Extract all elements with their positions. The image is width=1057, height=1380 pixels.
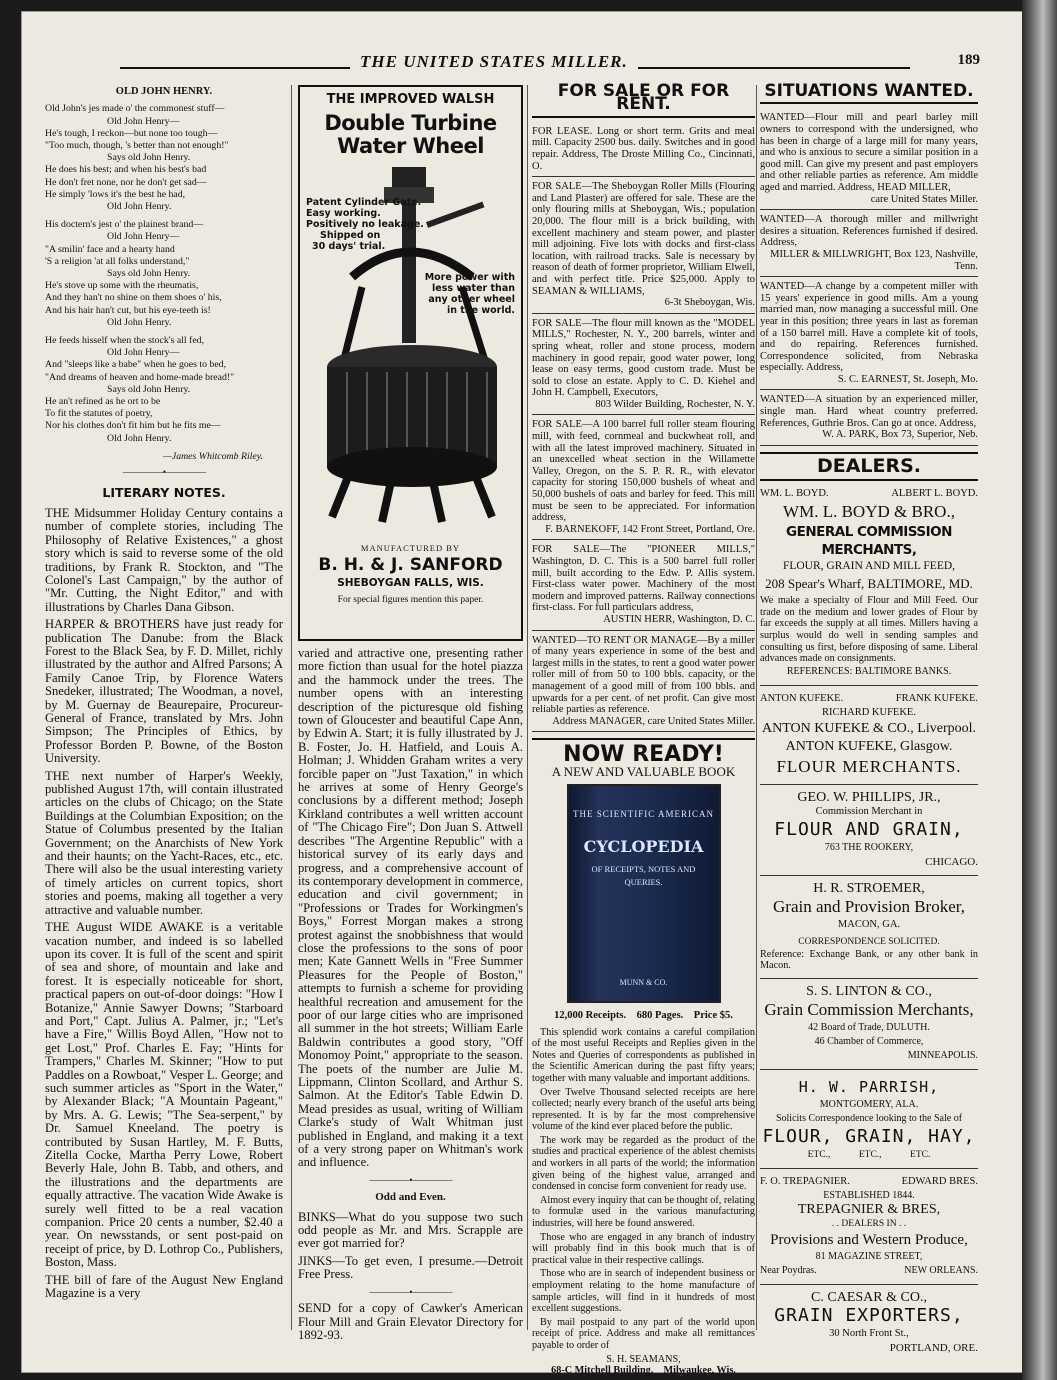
note-line: More power with (424, 272, 515, 283)
dealer-name: GEO. W. PHILLIPS, JR., (797, 789, 941, 805)
ad-footer (300, 542, 521, 608)
divider (760, 1069, 978, 1070)
dealer-address: 763 THE ROOKERY, (824, 841, 914, 853)
dealer-line: . . DEALERS IN . . (831, 1219, 907, 1229)
poem-line: Old John Henry— (107, 231, 180, 243)
book-cover-illustration (567, 784, 721, 1003)
trepagnier-location (760, 1264, 978, 1278)
dealer-address: 46 Chamber of Commerce, (814, 1036, 924, 1047)
ad-text: WANTED—A situation by an experienced miller, single man. Hard wheat country preferred. References, Guthrie Bros. Can go at once. Address, (760, 394, 978, 429)
dealer-line: Grain Commission Merchants, (764, 1000, 974, 1019)
partner-name: F. O. TREPAGNIER. (760, 1176, 850, 1187)
divider (760, 784, 978, 785)
ad-text: FOR SALE—A 100 barrel full roller steam flouring mill, with feed, cornmeal and buckwheat roll, and with all the latest improved machinery. Situated in an unexcelled wheat section in the Willamette Valley, Oregon, on the S. P. R. R., with elevator capacity for storing 150,000 bushels of wheat and 50,000 bushels of oats and barley for feed. This mill must be seen to be appreciated. For information address, (532, 419, 755, 524)
trepagnier-partners (760, 1175, 978, 1189)
poem-line: And "sleeps like a babe" when he goes to bed, (45, 359, 227, 371)
poem-stanza-3 (45, 335, 283, 445)
literary-paragraph: THE Midsummer Holiday Century contains a number of complete stories, including The Philosophy of Relative Existences," a ghost story which is said to reverse some of the old traditions, by Frank R. Stockton, and "The Colonel's Last Campaign," by the author of "Mr. Cutting, the Night Editor," and with illustrations by Charles Dana Gibson. (45, 505, 283, 614)
publication-title: THE UNITED STATES MILLER. (350, 52, 638, 72)
dealer-city: MACON, GA. (837, 918, 901, 930)
poem-line: He simply 'lows it's the best he had, (45, 188, 186, 200)
poem-line: He feeds hisself when the stock's all fed, (45, 335, 205, 347)
ornament-divider: —————•————— (369, 1286, 452, 1297)
dealer-reference: Reference: Exchange Bank, or any other bank in Macon. (760, 948, 978, 972)
partner-name: RICHARD KUFEKE. (822, 706, 916, 718)
classified-ad (532, 122, 755, 177)
ad-text: FOR SALE—The flour mill known as the "MODEL MILLS," Rochester, N. Y., 200 barrels, winter and spring wheat, roller and stone process, modern machinery in good repair, good water power, long lease on easy terms, good custom trade. Must be sold to close an estate. Apply to C. D. Kiehel and John H. Campbell, Executors, (532, 317, 755, 399)
ad-text: FOR SALE—The "PIONEER MILLS," Washington, D. C. This is a 500 barrel full roller mill, built according to the Edw. P. Allis system. First-class water power. Machinery of the most modern and improved patterns. Railway connections first-class. For full particulars address, (532, 544, 755, 614)
dealer-line: ANTON KUFEKE, Glasgow. (785, 738, 953, 754)
dealer-address: 42 Board of Trade, DULUTH. (808, 1022, 930, 1033)
ad-signature: 6-3t Sheboygan, Wis. (664, 297, 755, 309)
feature-line: Easy working. (306, 208, 381, 219)
walsh-water-wheel-ad (298, 85, 523, 641)
dealer-name: H. W. PARRISH, (798, 1078, 940, 1096)
partner-name: ALBERT L. BOYD. (891, 488, 978, 500)
cover-line: THE SCIENTIFIC AMERICAN (572, 809, 714, 820)
situation-ad (760, 210, 978, 277)
literary-paragraph: THE next number of Harper's Weekly, published August 17th, will contain illustrated articles on the clubs of Chicago; on the State Buildings at the Columbian Exposition; on the Statue of Columbus presented by the Italian Government; on the Anarchists of New York and their haunts; on the Yacht-Races, etc., etc. There will also be the usual interesting variety of timely articles on current topics, short stories and poems, making all together a very attractive and valuable number. (45, 768, 283, 917)
ad-features (306, 197, 424, 252)
joke-paragraph: JINKS—To get even, I presume.—Detroit Free Press. (298, 1253, 523, 1282)
desc-paragraph: This splendid work contains a careful compilation of the most useful Receipts and Replies given in the Notes and Queries of correspondents as published in the Scientific American during the past fifty years; together with many valuable and important additions. (532, 1026, 755, 1084)
poem-line: Says old John Henry. (107, 268, 191, 280)
ornament-divider: —————•————— (122, 467, 206, 478)
dealer-city: MINNEAPOLIS. (907, 1050, 978, 1061)
maker-place: SHEBOYGAN FALLS, WIS. (337, 576, 484, 589)
feature-line: Positively no leakage. (306, 219, 424, 230)
dealer-line: Provisions and Western Produce, (770, 1232, 968, 1248)
ad-signature: care United States Miller. (870, 193, 978, 205)
poem-stanza-1 (45, 103, 283, 213)
dealers-heading: DEALERS. (816, 454, 922, 477)
cover-title: CYCLOPEDIA (583, 836, 704, 856)
literary-paragraph: THE bill of fare of the August New England Magazine is a very (45, 1272, 283, 1301)
feature-line: 30 days' trial. (312, 241, 386, 252)
cover-publisher: MUNN & CO. (619, 977, 668, 987)
ad-foot-note: For special figures mention this paper. (337, 595, 484, 606)
book-ad-headline: NOW READY! (563, 742, 724, 768)
partner-name: EDWARD BRES. (901, 1176, 978, 1187)
desc-paragraph: Those who are in search of independent business or employment relating to the home manufacture of sample articles, will find in it hundreds of most excellent suggestions. (532, 1268, 755, 1315)
ad-line-2: Double Turbine Water Wheel (324, 111, 497, 159)
dealer-city: PORTLAND, ORE. (889, 1342, 978, 1354)
book-ad-address: 68-C Mitchell Building. Milwaukee, Wis. (551, 1365, 736, 1377)
dealer-city: CHICAGO. (925, 855, 978, 868)
column-rule-2 (527, 85, 528, 1330)
partner-name: WM. L. BOYD. (760, 488, 829, 500)
poem-line: 'S a religion 'at all folks understand," (45, 255, 190, 267)
dealer-line: ANTON KUFEKE & CO., Liverpool. (761, 720, 976, 736)
dealer-kufeke (760, 692, 978, 778)
column-3 (532, 81, 755, 1377)
note-line: any other wheel (428, 294, 515, 305)
divider (760, 479, 978, 481)
poem-line: Says old John Henry. (107, 383, 191, 395)
page-number: 189 (957, 52, 980, 68)
kufeke-partners (760, 692, 978, 706)
classified-ad (532, 314, 755, 416)
page-header (120, 50, 980, 74)
ad-text: WANTED—Flour mill and pearl barley mill owners to correspond with the undersigned, who has been in charge of a large mill for many years, and who is anxious to secure a similar position in a good mill. Can give my present and past employers and other reliable parties as reference. Am middle aged and married. Address, HEAD MILLER, (760, 112, 978, 193)
dealer-address: 30 North Front St., (829, 1328, 909, 1339)
ad-text: FOR SALE—The Sheboygan Roller Mills (Flouring and Land Plaster) are offered for sale. These are the only flouring mills at Sheboygan, Wis.; population 20,000. The flour mill is a brick building, with excellent machinery and steam power, and plaster mill adjoining. Five lots with docks and first-class location, with railroad tracks. Sale is necessary by reason of death of former proprietor, William Elwell, and with perfect title. Price $25,000. Apply to SEAMAN & WILLIAMS, (532, 181, 755, 297)
poem-line: He does his best; and when his best's bad (45, 164, 207, 176)
book-binding-edge (1022, 0, 1057, 1380)
poem-line: Old John's jes made o' the commonest stuff— (45, 103, 225, 115)
desc-paragraph: Almost every inquiry that can be thought of, relating to formulæ used in the various manufacturing industries, will here be found answered. (532, 1194, 755, 1230)
divider (760, 452, 978, 454)
dealer-address: 208 Spear's Wharf, BALTIMORE, MD. (765, 576, 973, 592)
joke-paragraph: BINKS—What do you suppose two such odd people as Mr. and Mrs. Scrapple are ever got married for? (298, 1209, 523, 1251)
desc-paragraph: Those who are engaged in any branch of industry will probably find in this book much that is of practical value in their respective callings. (532, 1231, 755, 1266)
column-4 (760, 81, 978, 1355)
poem-line: Old John Henry. (107, 316, 172, 328)
dealer-line: FLOUR, GRAIN AND MILL FEED, (782, 560, 956, 573)
poem-line: He an't refined as he ort to be (45, 396, 161, 408)
feature-line: Patent Cylinder Gate. (306, 197, 422, 208)
made-by: MANUFACTURED BY (360, 543, 461, 553)
ad-signature: AUSTIN HERR, Washington, D. C. (603, 613, 755, 625)
dealer-line: Grain and Provision Broker, (773, 896, 965, 916)
divider (760, 978, 978, 979)
ad-signature: S. C. EARNEST, St. Joseph, Mo. (837, 373, 978, 385)
ad-signature: 803 Wilder Building, Rochester, N. Y. (595, 398, 755, 410)
poem-line: He's tough, I reckon—but none too tough— (45, 127, 218, 139)
ad-text: WANTED—A thorough miller and millwright desires a situation. References furnished if desired. Address, (760, 214, 978, 249)
poem-line: Old John Henry— (107, 347, 180, 359)
dealer-name: WM. L. BOYD & BRO., (783, 502, 955, 522)
poem-author: —James Whitcomb Riley. (163, 450, 263, 462)
poem-line: And they han't no shine on them shoes o' his, (45, 292, 222, 304)
dealer-text: We make a specialty of Flour and Mill Feed. Our trade on the medium and lower grades of Flour by far exceeds the supply at all times. Millers having a surplus would do well in sending samples and consulting us first, before disposing of same. Liberal advances made on consignments. (760, 595, 978, 665)
poem-line: "And dreams of heaven and home-made bread!" (45, 371, 235, 383)
dealer-name: C. CAESAR & CO., (811, 1290, 927, 1305)
poem-line: Old John Henry. (107, 201, 172, 213)
poem-line: "Too much, though, 's better than not enough!" (45, 140, 229, 152)
dealer-caesar (760, 1291, 978, 1355)
odd-even-heading: Odd and Even. (375, 1191, 446, 1204)
dealer-line: GENERAL COMMISSION MERCHANTS, (786, 524, 952, 559)
dealer-name: TREPAGNIER & BRES, (797, 1202, 941, 1217)
dealer-line: FLOUR, GRAIN, HAY, (762, 1126, 976, 1147)
dealer-linton (760, 985, 978, 1063)
maker-name: B. H. & J. SANFORD (318, 555, 503, 576)
dealer-line: FLOUR MERCHANTS. (776, 756, 962, 776)
situations-heading: SITUATIONS WANTED. (760, 85, 978, 104)
ad-line-1: THE IMPROVED WALSH (326, 92, 495, 107)
classified-ad (532, 177, 755, 314)
book-ad (532, 738, 755, 1376)
cover-line: OF RECEIPTS, NOTES AND QUERIES. (591, 863, 696, 888)
column-rule-3 (756, 85, 757, 1330)
literary-paragraph: THE August WIDE AWAKE is a veritable vacation number, and indeed is so labelled upon its cover. It is full of the scent and spirit of sea and shore, of mountain and lake and forest. It is especially noticeable for short, practical papers on out-of-door doings: "How I Botanize," Annie Sawyer Downs; "Starboard and Port," Capt. Julius A. Palmer, jr.; "Let's have a Fire," Willis Boyd Allen, "How not to get Lost," Prof. Charles E. Fay; "Hints for Trampers," Charles M. Skinner; "How to put Paddles on a Rowboat," Vesper L. George; and such summer articles as "Sport in the Water," by Alexander Black; "A Mountain Pageant," by Mrs. A. G. Lewis; "The Sea-serpent," by Dr. Samuel Kneeland. The poetry is contributed by Susan Hartley, M. F. Butts, Zitella Cocke, Martha Perry Lowe, Robert Beverly Hale, John B. Tabb, and others, and the illustrations and the departments are equally attractive. The vacation Wide Awake is surely well fitted to be a real vacation companion. Price 20 cents a number, $2.40 a year. On newsstands, or sent post-paid on receipt of price, by D. Lothrop Co., Publishers, Boston, Mass. (45, 920, 283, 1270)
literary-paragraph: HARPER & BROTHERS have just ready for publication The Danube: from the Black Forest to the Black Sea, by F. D. Millet, richly illustrated by the author and Alfred Parsons; A Family Canoe Trip, by Florence Waters Snedeker, illustrated; The Woodman, a novel, by M. Guernay de Beaurepaire, Procureur-General of France, translated by Mrs. John Simpson; The Principles of Ethics, by Professor Borden P. Bowne, of the Boston University. (45, 617, 283, 766)
ad-text: FOR LEASE. Long or short term. Grits and meal mill. Capacity 2500 bus. daily. Switches and in good repair. Address, The Droste Milling Co., Cincinnati, O. (532, 125, 755, 172)
boyd-partners (760, 487, 978, 501)
poem-line: "A smilin' face and a hearty hand (45, 243, 175, 255)
column-1 (45, 85, 283, 1304)
dealer-line: GRAIN EXPORTERS, (774, 1305, 964, 1326)
literary-notes-heading: LITERARY NOTES. (102, 484, 226, 500)
poem-stanza-2 (45, 219, 283, 329)
note-line: in the world. (446, 305, 515, 316)
dealer-name: S. S. LINTON & CO., (806, 984, 932, 999)
dealer-line: Solicits Correspondence looking to the Sale of (775, 1113, 963, 1124)
dealer-city: MONTGOMERY, ALA. (819, 1099, 919, 1110)
poem-line: Old John Henry— (107, 115, 180, 127)
book-ad-signature: S. H. SEAMANS, (606, 1353, 681, 1365)
literary-paragraph-continued: varied and attractive one, presenting rather more fiction than usual for the hotel piazza and the hammock under the trees. The number opens with an interesting description of the picturesque old fishing town of Gloucester and beautiful Cape Ann, by Edwin A. Start; it is fully illustrated by J. B. Foster, Jo. H. Hatfield, and Louis A. Holman; J. Whidden Graham writes a very forcible paper on "Just Taxation," in which he arrives at some of Henry George's conclusions by a different method; Joseph Kirkland contributes a well written account of "The Chicago Fire"; Don Juan S. Attwell describes "The Argentine Republic" with a historical survey of its early days and progress, and a comprehensive account of its contemporary development in commerce, education and civil government; in "Professions or Trades for Workingmen's Boys," Forrest Morgan makes a strong protest against the snobbishness that would close the professions to the sons of poor men; Kate Gannett Wells in "Free Summer Pleasures for the People of Boston," attempts to furnish a scheme for providing healthful recreation and amusement for the poor of our large cities who are imprisoned all summer in the hot streets; William Earle Baldwin contributes a good story, "Off Monomoy Point," appropriate to the season. The poets of the number are Julie M. Lippmann, Clinton Scollard, and Arthur S. Salmon. At the Editor's Table Edwin D. Mead presides as usual, writing of William Clarke's study of Walt Whitman just published in England, and making it a text of a very strong paper on Whitman's work and influence. (298, 646, 523, 1170)
dealer-line: ESTABLISHED 1844. (823, 1190, 915, 1201)
column-2 (298, 85, 523, 1346)
for-sale-heading: FOR SALE OR FOR RENT. (532, 85, 755, 118)
ad-signature: MILLER & MILLWRIGHT, Box 123, Nashville, Tenn. (770, 248, 978, 272)
ad-text: WANTED—TO RENT OR MANAGE—By a miller of many years experience in some of the best and largest mills in the states, to rent a good water power roller mill of from 50 to 100 bbls. capacity, or the management of a good mill of from 100 bbls. and upwards for a per cent. of net profit. Can give most reliable parties as reference. (532, 634, 755, 716)
dealer-parrish (760, 1076, 978, 1162)
dealer-address: 81 MAGAZINE STREET, (815, 1251, 923, 1262)
book-description (532, 1027, 755, 1377)
book-stats: 12,000 Receipts. 680 Pages. Price $5. (554, 1010, 733, 1022)
dealer-line: FLOUR AND GRAIN, (774, 818, 964, 840)
ornament-divider: —————•————— (369, 1174, 452, 1185)
ad-text: WANTED—A change by a competent miller with 15 years' experience in good mills. Am a young married man, now managing a successful mill. One year in this position; three years in last as foreman of a 150 barrel mill. Have a complete kit of tools, and do repairing. References furnished. Correspondence solicited, from Nebraska especially. Address, (760, 281, 978, 374)
divider (760, 685, 978, 686)
poem-line: His doctern's jest o' the plainest brand— (45, 219, 204, 231)
situation-ad (760, 390, 978, 445)
classified-ad (532, 540, 755, 630)
dealer-line: ETC., ETC., ETC. (807, 1150, 931, 1160)
column-rule-1 (291, 85, 292, 1330)
poem-line: Old John Henry. (107, 432, 172, 444)
situation-ad (760, 108, 978, 210)
divider (760, 1168, 978, 1169)
dealer-stroemer (760, 882, 978, 972)
dealer-line: Commission Merchant in (815, 805, 923, 817)
dealer-phillips (760, 791, 978, 869)
poem-line: To fit the statutes of poetry, (45, 408, 153, 420)
classified-ad (532, 631, 755, 733)
poem-line: Says old John Henry. (107, 152, 191, 164)
desc-paragraph: Over Twelve Thousand selected receipts are here collected; nearly every branch of the useful arts being represented. It is by far the most comprehensive volume of the kind ever placed before the public. (532, 1086, 755, 1133)
poem-line: Nor his clothes don't fit him but he fits me— (45, 420, 221, 432)
dealer-trepagnier (760, 1175, 978, 1278)
dealer-references: REFERENCES: BALTIMORE BANKS. (786, 665, 952, 677)
poem-line: He's stove up some with the rheumatis, (45, 280, 199, 292)
ad-signature: F. BARNEKOFF, 142 Front Street, Portland, Ore. (545, 523, 755, 535)
partner-name: ANTON KUFEKE. (760, 692, 844, 704)
book-ad-subtitle: A NEW AND VALUABLE BOOK (551, 763, 736, 779)
partner-name: FRANK KUFEKE. (895, 692, 978, 704)
ad-signature: W. A. PARK, Box 73, Superior, Neb. (822, 429, 978, 441)
desc-paragraph: By mail postpaid to any part of the world upon receipt of price. Address and make all remittances payable to order of (532, 1316, 755, 1351)
dealer-boyd (760, 487, 978, 679)
dealer-city: NEW ORLEANS. (904, 1265, 978, 1276)
ad-power-note (425, 272, 515, 316)
poem-body (45, 103, 283, 463)
desc-paragraph: The work may be regarded as the product of the studies and practical experience of the ablest chemists and workers in all parts of the world; the information given being of the highest value, arranged and condensed in concise form convenient for ready use. (532, 1134, 755, 1193)
ad-signature: Address MANAGER, care United States Miller. (552, 715, 755, 727)
divider (760, 1284, 978, 1285)
directory-note: SEND for a copy of Cawker's American Flour Mill and Grain Elevator Directory for 1892-93. (298, 1301, 523, 1342)
divider (760, 875, 978, 876)
situation-ad (760, 277, 978, 390)
dealer-name: H. R. STROEMER, (813, 880, 925, 896)
poem-title: OLD JOHN HENRY. (115, 86, 213, 97)
classified-ad (532, 415, 755, 540)
poem-line: And his hair han't cut, but his eye-teeth is! (45, 304, 211, 316)
note-line: less water than (432, 283, 515, 294)
dealer-line: CORRESPONDENCE SOLICITED. (798, 936, 940, 947)
feature-line: Shipped on (320, 230, 381, 241)
dealer-line: Near Poydras. (760, 1265, 817, 1276)
poem-line: He don't fret none, nor he don't get sad— (45, 176, 207, 188)
